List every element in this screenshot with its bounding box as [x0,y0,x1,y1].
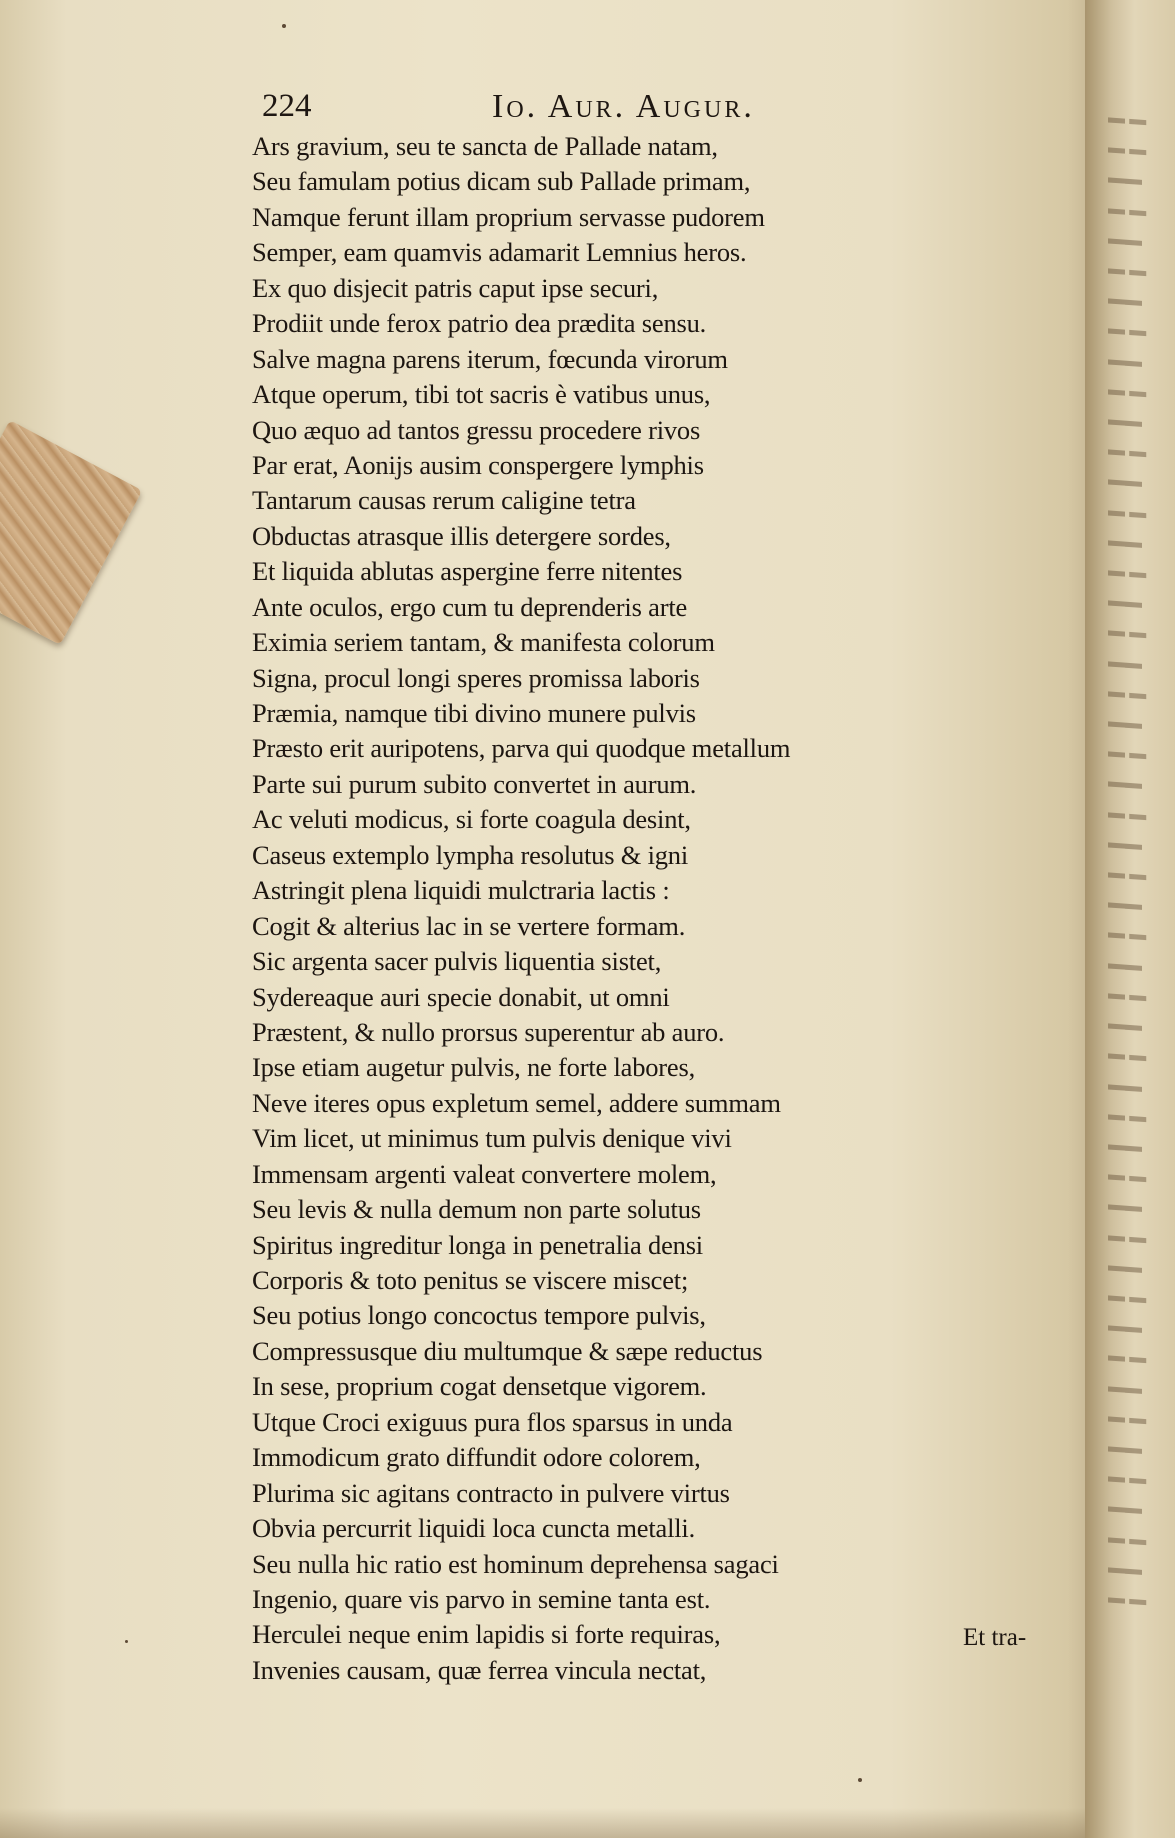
verse-line: In sese, proprium cogat densetque vigorem. [252,1371,707,1402]
verse-line: Parte sui purum subito convertet in aurum. [252,768,697,799]
verse-line: Invenies causam, quæ ferrea vincula nectat, [252,1654,707,1685]
verse-line: Salve magna parens iterum, fœcunda virorum [252,343,728,374]
verse-line: Sic argenta sacer pulvis liquentia sistet, [252,946,662,977]
paper-speck [125,1640,128,1643]
verse-line: Et liquida ablutas aspergine ferre nitentes [252,556,683,587]
page-edge-shadow [0,1808,1112,1838]
verse-line: Tantarum causas rerum caligine tetra [252,485,636,516]
paper-speck [282,24,286,28]
verse-line: Vim licet, ut minimus tum pulvis denique vivi [252,1123,732,1154]
verse-line: Spiritus ingreditur longa in penetralia densi [252,1229,703,1260]
running-head: Io. Aur. Augur. [492,88,755,125]
verse-line: Seu famulam potius dicam sub Pallade primam, [252,166,751,197]
verse-line: Plurima sic agitans contracto in pulvere virtus [252,1477,730,1508]
verse-line: Immodicum grato diffundit odore colorem, [252,1442,701,1473]
verse-line: Astringit plena liquidi mulctraria lactis : [252,875,670,906]
paper-speck [858,1778,862,1782]
verse-line: Namque ferunt illam proprium servasse pudorem [252,201,765,232]
verse-line: Cogit & alterius lac in se vertere formam. [252,910,686,941]
verse-line: Atque operum, tibi tot sacris è vatibus unus, [252,379,711,410]
verse-line: Ex quo disjecit patris caput ipse securi, [252,272,659,303]
verse-line: Ante oculos, ergo cum tu deprenderis arte [252,591,688,622]
verse-line: Immensam argenti valeat convertere molem, [252,1158,717,1189]
verse-line: Ingenio, quare vis parvo in semine tanta est. [252,1583,711,1614]
verse-line: Semper, eam quamvis adamarit Lemnius heros. [252,237,747,268]
verse-line: Quo æquo ad tantos gressu procedere rivos [252,414,701,445]
verse-text [252,129,790,1688]
verse-line: Eximia seriem tantam, & manifesta colorum [252,627,715,658]
verse-line: Seu nulla hic ratio est hominum deprehensa sagaci [252,1548,779,1579]
verse-line: Præsto erit auripotens, parva qui quodque metallum [252,733,791,764]
verse-line: Prodiit unde ferox patrio dea prædita sensu. [252,308,707,339]
verse-line: Signa, procul longi speres promissa laboris [252,662,700,693]
verse-line: Neve iteres opus expletum semel, addere summam [252,1087,781,1118]
page-number: 224 [262,88,312,124]
verse-line: Caseus extemplo lympha resolutus & igni [252,839,689,870]
verse-line: Herculei neque enim lapidis si forte requiras, [252,1619,721,1650]
verse-line: Ipse etiam augetur pulvis, ne forte labores, [252,1052,696,1083]
page-header [262,88,822,128]
verse-line: Utque Croci exiguus pura flos sparsus in unda [252,1406,733,1437]
verse-line: Seu potius longo concoctus tempore pulvis, [252,1300,706,1331]
catchword: Et tra- [963,1624,1027,1651]
verse-line: Seu levis & nulla demum non parte solutus [252,1194,701,1225]
verse-line: Ars gravium, seu te sancta de Pallade natam, [252,131,718,161]
wooden-bookmark [0,420,142,645]
verse-line: Par erat, Aonijs ausim conspergere lymphis [252,449,704,480]
facing-page-bleed-through: ▬ ▬ ▬ ▬ ▬▬ ▬ ▬ ▬▬ ▬ ▬ ▬▬ ▬ ▬ ▬▬ ▬ ▬ ▬▬ ▬ ▬ ▬▬ ▬ ▬ ▬▬ ▬ ▬ ▬▬ ▬ ▬ ▬▬ ▬ ▬ ▬▬ ▬ ▬ ▬▬ ▬ ▬ ▬▬ ▬ ▬ ▬▬ ▬ ▬ ▬▬ ▬ ▬ ▬▬ ▬ ▬ ▬▬ ▬ ▬ ▬▬ ▬ ▬ ▬▬ ▬ ▬ ▬▬ ▬ ▬ ▬▬ ▬ ▬ ▬▬ ▬ ▬ ▬▬ ▬ ▬ ▬▬ ▬ ▬ ▬▬ ▬ ▬ [1108,107,1147,1610]
verse-line: Præmia, namque tibi divino munere pulvis [252,698,696,728]
verse-line: Corporis & toto penitus se viscere miscet; [252,1265,689,1295]
verse-line: Præstent, & nullo prorsus superentur ab auro. [252,1016,725,1047]
verse-line: Obductas atrasque illis detergere sordes, [252,520,671,551]
verse-line: Obvia percurrit liquidi loca cuncta metalli. [252,1513,696,1544]
verse-line: Ac veluti modicus, si forte coagula desint, [252,804,691,835]
verse-line: Compressusque diu multumque & sæpe reductus [252,1335,763,1366]
verse-line: Sydereaque auri specie donabit, ut omni [252,981,670,1012]
